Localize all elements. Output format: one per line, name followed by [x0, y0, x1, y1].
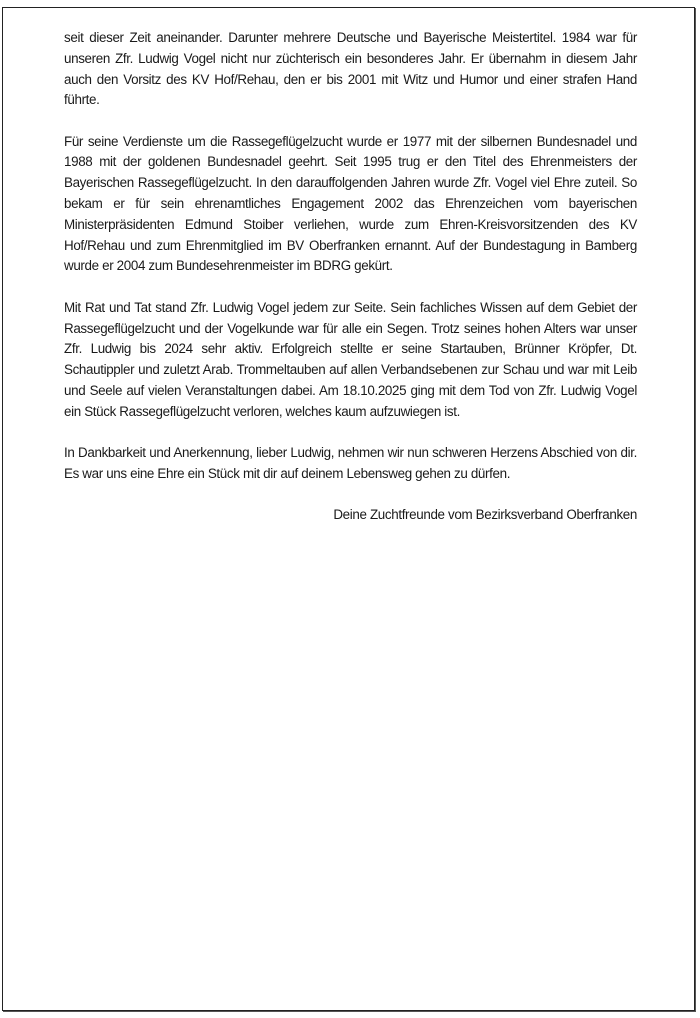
document-page	[2, 7, 695, 1011]
document-body	[64, 28, 637, 526]
paragraph-activity: Mit Rat und Tat stand Zfr. Ludwig Vogel jedem zur Seite. Sein fachliches Wissen auf dem Gebiet der Rassegeflügelzucht und der Vogelkunde war für alle ein Segen. Trotz seines hohen Alters war unser Zfr. Ludwig bis 2024 sehr aktiv. Erfolgreich stellte er seine Startauben, Brünner Kröpfer, Dt. Schautippler und zuletzt Arab. Trommeltauben auf allen Verbandsebenen zur Schau und war mit Leib und Seele auf vielen Veranstaltungen dabei. Am 18.10.2025 ging mit dem Tod von Zfr. Ludwig Vogel ein Stück Rassegeflügelzucht verloren, welches kaum aufzuwiegen ist.	[64, 299, 637, 419]
paragraph-honors: Für seine Verdienste um die Rassegeflügelzucht wurde er 1977 mit der silbernen Bundesnadel und 1988 mit der goldenen Bundesnadel geehrt. Seit 1995 trug er den Titel des Ehrenmeisters der Bayerischen Rassegeflügelzucht. In den darauffolgenden Jahren wurde Zfr. Vogel viel Ehre zuteil. So bekam er für sein ehrenamtliches Engagement 2002 das Ehrenzeichen vom bayerischen Ministerpräsidenten Edmund Stoiber verliehen, wurde zum Ehren-Kreisvorsitzenden des KV Hof/Rehau und zum Ehrenmitglied im BV Oberfranken ernannt. Auf der Bundestagung in Bamberg wurde er 2004 zum Bundesehrenmeister im BDRG gekürt.	[64, 133, 637, 274]
paragraph-history: seit dieser Zeit aneinander. Darunter mehrere Deutsche und Bayerische Meistertitel. 1984 war für unseren Zfr. Ludwig Vogel nicht nur züchterisch ein besonderes Jahr. Er übernahm in diesem Jahr auch den Vorsitz des KV Hof/Rehau, den er bis 2001 mit Witz und Humor und einer strafen Hand führte.	[64, 30, 637, 108]
signature: Deine Zuchtfreunde vom Bezirksverband Oberfranken	[333, 507, 637, 523]
paragraph-farewell: In Dankbarkeit und Anerkennung, lieber Ludwig, nehmen wir nun schweren Herzens Abschied von dir. Es war uns eine Ehre ein Stück mit dir auf deinem Lebensweg gehen zu dürfen.	[64, 445, 637, 481]
